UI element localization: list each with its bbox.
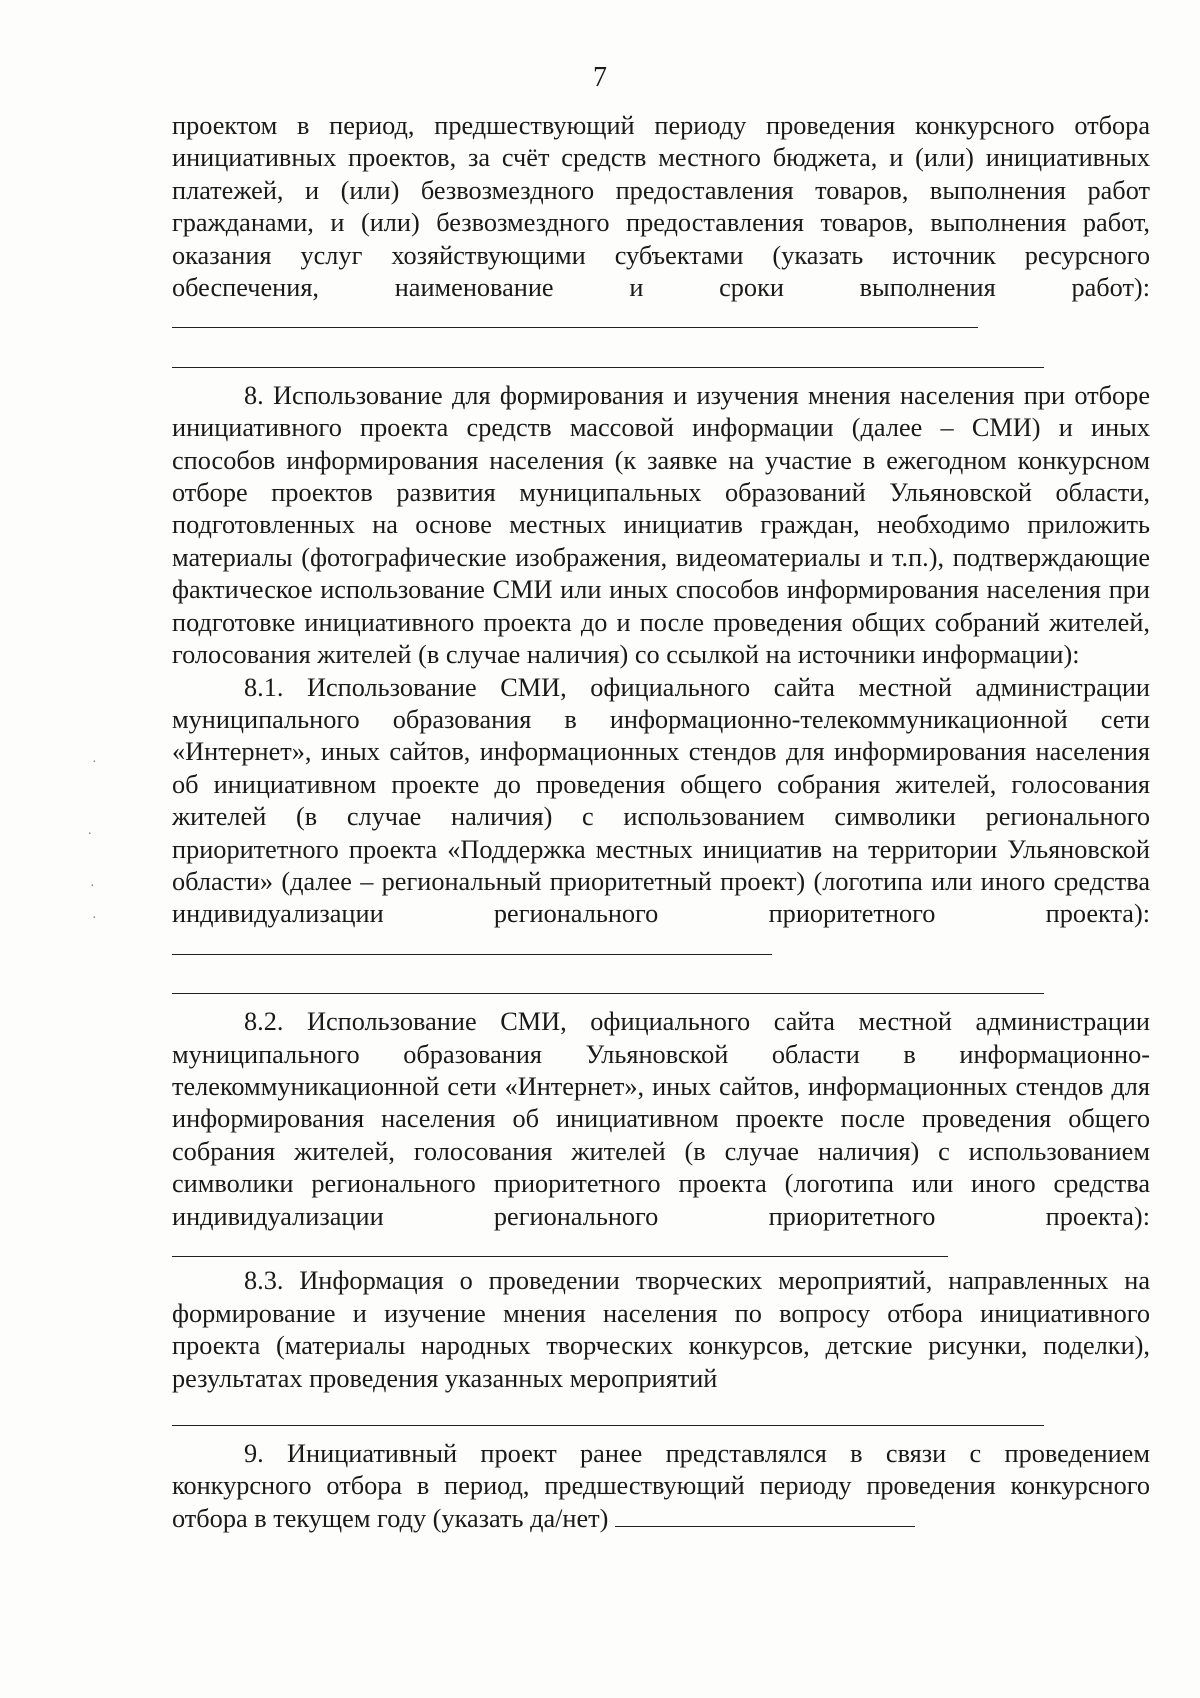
section-9-paragraph — [172, 1438, 1150, 1535]
scan-speck: . — [88, 823, 92, 838]
scan-speck: · — [90, 879, 95, 894]
section-8-1-text: 8.1. Использование СМИ, официального сайта местной администрации муниципального образования в информационно-телекоммуникационной сети «Интернет», иных сайтов, информационных стендов для информирования населения об инициативном проекте до проведения общего собрания жителей, голосования жителей (в случае наличия) с использованием символики регионального приоритетного проекта «Поддержка местных инициатив на территории Ульяновской области» (далее – региональный приоритетный проект) (логотипа или иного средства индивидуализации регионального — [172, 672, 1150, 929]
scan-speck: · — [92, 755, 97, 770]
page-number: 7 — [593, 62, 607, 93]
section-8-2-tail: проекта): — [1045, 1201, 1150, 1231]
scan-speck: · — [92, 911, 97, 926]
section-8-2-paragraph — [172, 1006, 1150, 1265]
section-7-text: проектом в период, предшествующий периоду проведения конкурсного отбора инициативных проектов, за счёт средств местного бюджета, и (или) инициативных платежей, и (или) безвозмездного предоставления товаров, выполнения работ гражданами, и (или) безвозмездного предоставления товаров, выполнения работ, оказания услуг хозяйствующими субъектами (указать источник ресурсного обеспечения, наименование и сроки выполнения — [172, 111, 1150, 303]
section-8-2-answer-line[interactable] — [172, 1234, 948, 1257]
section-8-1-paragraph — [172, 672, 1150, 964]
section-8-1-tail: приоритетного проекта): — [768, 899, 1151, 929]
section-8-2-text: 8.2. Использование СМИ, официального сайта местной администрации муниципального образования Ульяновской области в информационно-телекоммуникационной сети «Интернет», иных сайтов, информационных стендов для информирования населения об инициативном проекте после проведения общего собрания жителей, голосования жителей (в случае наличия) с использованием символики регионального приоритетного проекта (логотипа или иного средства индивидуализации регионального приоритетного — [172, 1007, 1150, 1231]
section-7-answer-line[interactable] — [172, 305, 978, 328]
document-body — [172, 110, 1150, 1535]
section-7-tail: работ): — [1071, 273, 1150, 303]
section-7-paragraph — [172, 110, 1150, 337]
section-8-3-paragraph: 8.3. Информация о проведении творческих мероприятий, направленных на формирование и изучение мнения населения по вопросу отбора инициативного проекта (материалы народных творческих конкурсов, детские рисунки, поделки), результатах проведения указанных мероприятий — [172, 1266, 1150, 1393]
section-8-paragraph: 8. Использование для формирования и изучения мнения населения при отборе инициативного проекта средств массовой информации (далее – СМИ) и иных способов информирования населения (к заявке на участие в ежегодном конкурсном отборе проектов развития муниципальных образований Ульяновской области, подготовленных на основе местных инициатив граждан, необходимо приложить материалы (фотографические изображения, видеоматериалы и т.п.), подтверждающие фактическое использование СМИ или иных способов информирования населения при подготовке инициативного проекта до и после проведения общих собраний жителей, голосования жителей (в случае наличия) со ссылкой на источники информации): — [172, 380, 1150, 670]
section-8-1-answer-line[interactable] — [172, 932, 772, 955]
section-9-tail: конкурсного отбора в текущем году (указать да/нет) — [172, 1471, 1151, 1533]
section-9-answer-line[interactable] — [615, 1504, 915, 1527]
section-9-text: 9. Инициативный проект ранее представлялся в связи с проведением конкурсного отбора в период, предшествующий периоду проведения — [172, 1439, 1150, 1501]
spacer — [172, 337, 1150, 367]
